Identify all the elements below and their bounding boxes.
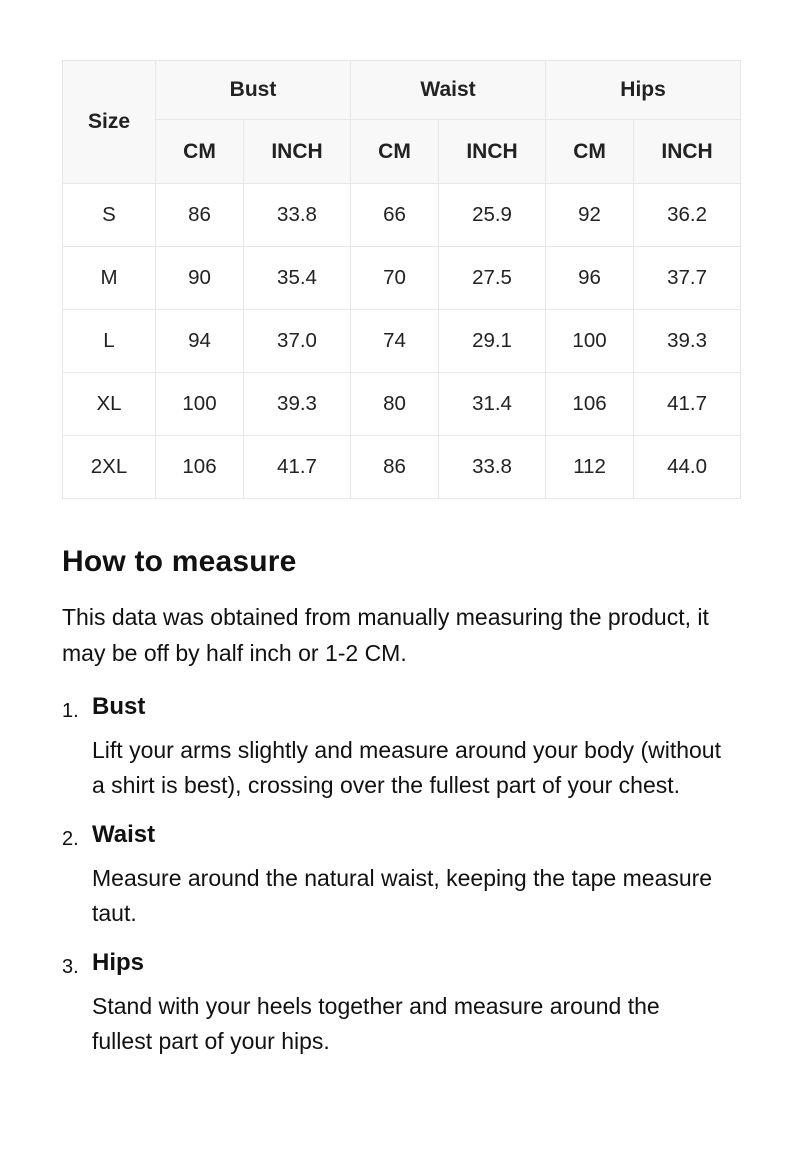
waist-inch-cell: 31.4 — [439, 373, 546, 436]
step-body — [92, 821, 738, 941]
waist-inch-cell: 27.5 — [439, 247, 546, 310]
step-description: Stand with your heels together and measure around the fullest part of your hips. — [92, 993, 660, 1054]
waist-cm-cell: 86 — [351, 436, 439, 499]
hips-inch-cell: 36.2 — [634, 184, 741, 247]
bust-cm-cell: 90 — [156, 247, 244, 310]
table-row-m — [63, 247, 741, 310]
step-description: Lift your arms slightly and measure around your body (without a shirt is best), crossing over the fullest part of your chest. — [92, 737, 721, 798]
column-header-bust: Bust — [156, 61, 351, 120]
column-header-size: Size — [63, 61, 156, 184]
hips-inch-cell: 37.7 — [634, 247, 741, 310]
hips-inch-cell: 44.0 — [634, 436, 741, 499]
table-row-s — [63, 184, 741, 247]
hips-cm-cell: 96 — [546, 247, 634, 310]
bust-cm-cell: 106 — [156, 436, 244, 499]
step-number: 1. — [62, 700, 79, 722]
measure-step-hips — [62, 949, 738, 1069]
waist-cm-cell: 80 — [351, 373, 439, 436]
hips-cm-cell: 100 — [546, 310, 634, 373]
step-body — [92, 693, 738, 813]
column-header-hips: Hips — [546, 61, 741, 120]
waist-inch-cell: 25.9 — [439, 184, 546, 247]
measure-step-waist — [62, 821, 738, 941]
measure-step-bust — [62, 693, 738, 813]
measure-steps-list — [62, 693, 738, 1069]
waist-inch-cell: 29.1 — [439, 310, 546, 373]
bust-cm-cell: 100 — [156, 373, 244, 436]
table-row-l — [63, 310, 741, 373]
how-to-measure-title: How to measure — [62, 545, 297, 578]
unit-header-bust-inch: INCH — [244, 120, 351, 184]
step-number: 3. — [62, 956, 79, 978]
bust-inch-cell: 41.7 — [244, 436, 351, 499]
step-number: 2. — [62, 828, 79, 850]
waist-inch-cell: 33.8 — [439, 436, 546, 499]
bust-cm-cell: 94 — [156, 310, 244, 373]
hips-inch-cell: 39.3 — [634, 310, 741, 373]
hips-cm-cell: 112 — [546, 436, 634, 499]
bust-cm-cell: 86 — [156, 184, 244, 247]
waist-cm-cell: 70 — [351, 247, 439, 310]
bust-inch-cell: 37.0 — [244, 310, 351, 373]
step-description: Measure around the natural waist, keeping the tape measure taut. — [92, 865, 713, 926]
waist-cm-cell: 66 — [351, 184, 439, 247]
how-to-measure-intro: This data was obtained from manually measuring the product, it may be off by half inch or 1-2 CM. — [62, 604, 709, 666]
size-cell: M — [63, 247, 156, 310]
bust-inch-cell: 35.4 — [244, 247, 351, 310]
hips-inch-cell: 41.7 — [634, 373, 741, 436]
size-chart-table — [62, 60, 741, 499]
table-row-2xl — [63, 436, 741, 499]
step-label: Waist — [92, 821, 156, 848]
step-body — [92, 949, 738, 1069]
size-cell: L — [63, 310, 156, 373]
size-cell: XL — [63, 373, 156, 436]
hips-cm-cell: 106 — [546, 373, 634, 436]
hips-cm-cell: 92 — [546, 184, 634, 247]
unit-header-hips-inch: INCH — [634, 120, 741, 184]
bust-inch-cell: 39.3 — [244, 373, 351, 436]
step-label: Hips — [92, 949, 145, 976]
column-header-waist: Waist — [351, 61, 546, 120]
table-row-xl — [63, 373, 741, 436]
size-cell: 2XL — [63, 436, 156, 499]
bust-inch-cell: 33.8 — [244, 184, 351, 247]
unit-header-waist-inch: INCH — [439, 120, 546, 184]
size-cell: S — [63, 184, 156, 247]
step-label: Bust — [92, 693, 146, 720]
unit-header-bust-cm: CM — [156, 120, 244, 184]
unit-header-hips-cm: CM — [546, 120, 634, 184]
waist-cm-cell: 74 — [351, 310, 439, 373]
unit-header-waist-cm: CM — [351, 120, 439, 184]
